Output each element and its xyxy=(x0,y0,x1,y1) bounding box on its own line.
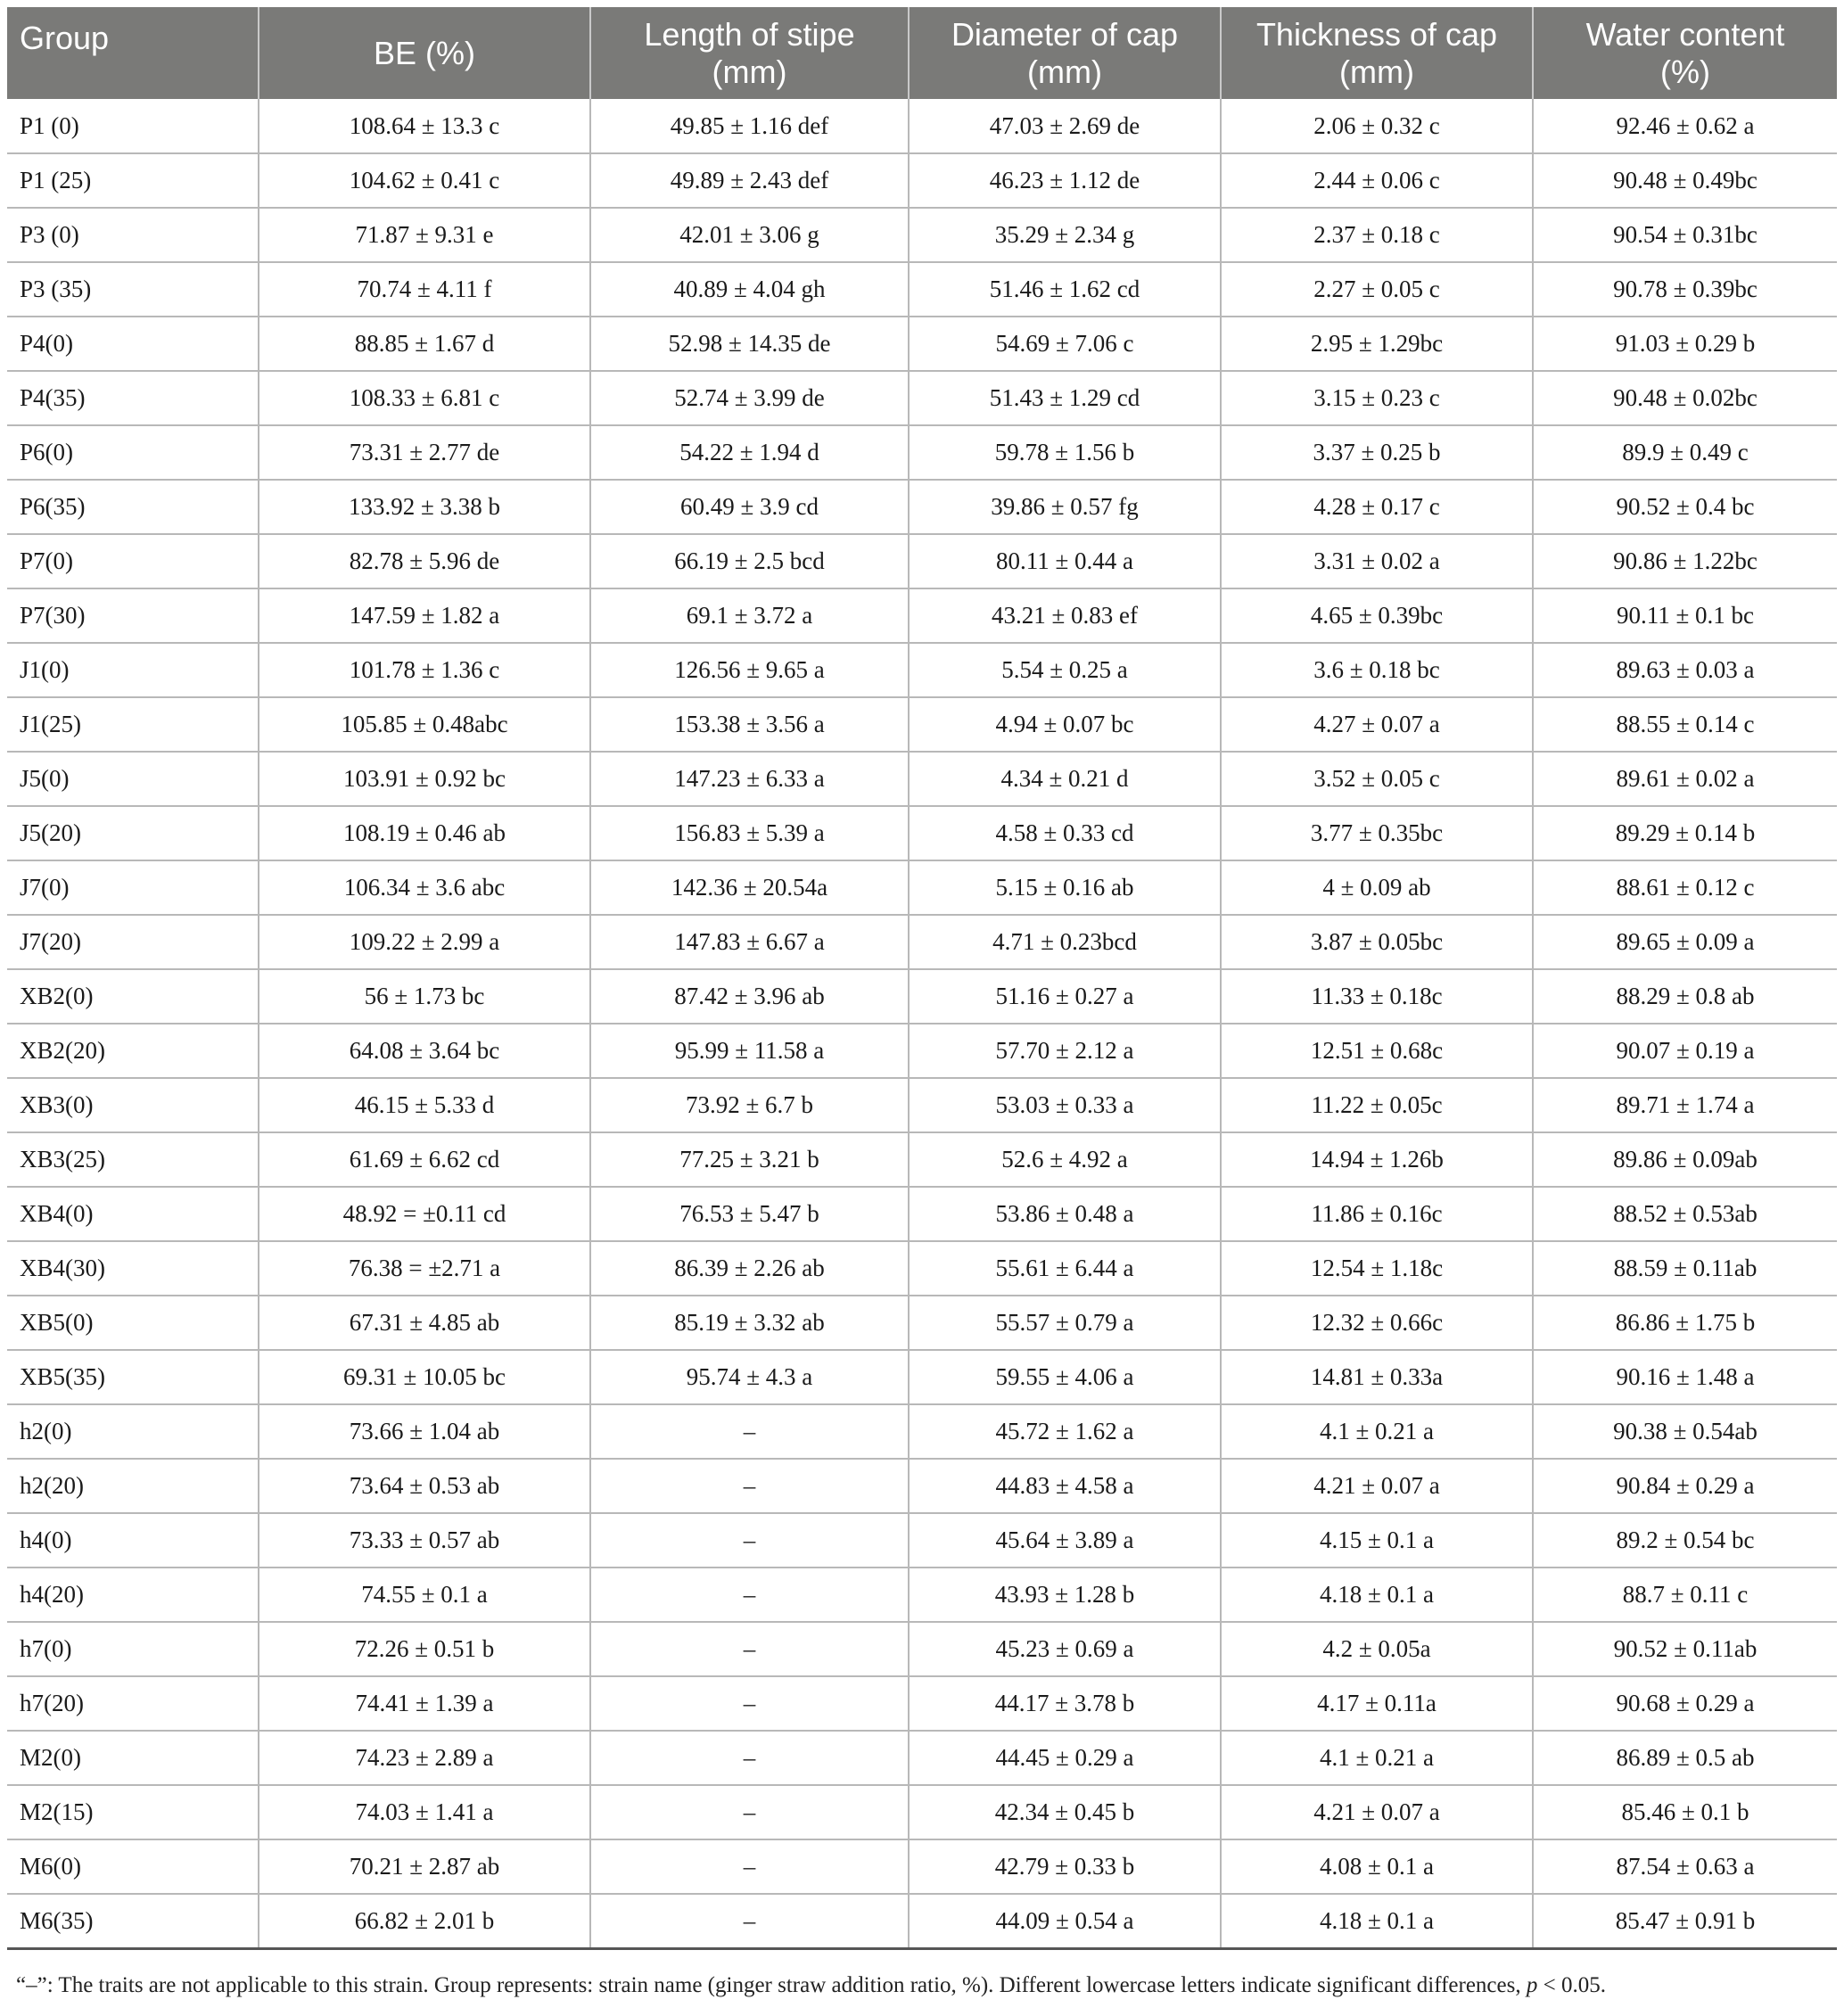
table-row xyxy=(7,1731,1837,1785)
value-cell: 90.54 ± 0.31bc xyxy=(1533,208,1837,262)
table-row xyxy=(7,1132,1837,1187)
table-body xyxy=(7,99,1837,1948)
value-cell: 69.1 ± 3.72 a xyxy=(590,588,909,643)
group-cell: h4(0) xyxy=(7,1513,259,1568)
value-cell: – xyxy=(590,1731,909,1785)
value-cell: 3.52 ± 0.05 c xyxy=(1221,752,1533,806)
group-cell: P7(0) xyxy=(7,534,259,588)
value-cell: 3.37 ± 0.25 b xyxy=(1221,425,1533,480)
column-header-line: Group xyxy=(20,20,110,56)
value-cell: 92.46 ± 0.62 a xyxy=(1533,99,1837,153)
value-cell: 88.61 ± 0.12 c xyxy=(1533,860,1837,915)
group-cell: h4(20) xyxy=(7,1568,259,1622)
value-cell: 89.86 ± 0.09ab xyxy=(1533,1132,1837,1187)
value-cell: 3.15 ± 0.23 c xyxy=(1221,371,1533,425)
table-row xyxy=(7,1622,1837,1676)
group-cell: P3 (35) xyxy=(7,262,259,317)
value-cell: 39.86 ± 0.57 fg xyxy=(909,480,1221,534)
table-row xyxy=(7,262,1837,317)
value-cell: 88.29 ± 0.8 ab xyxy=(1533,969,1837,1024)
value-cell: 11.33 ± 0.18c xyxy=(1221,969,1533,1024)
value-cell: 61.69 ± 6.62 cd xyxy=(259,1132,590,1187)
table-row xyxy=(7,208,1837,262)
value-cell: 11.22 ± 0.05c xyxy=(1221,1078,1533,1132)
value-cell: 66.19 ± 2.5 bcd xyxy=(590,534,909,588)
value-cell: 73.66 ± 1.04 ab xyxy=(259,1404,590,1459)
value-cell: 4.71 ± 0.23bcd xyxy=(909,915,1221,969)
value-cell: 72.26 ± 0.51 b xyxy=(259,1622,590,1676)
table-row xyxy=(7,969,1837,1024)
value-cell: 60.49 ± 3.9 cd xyxy=(590,480,909,534)
value-cell: 90.52 ± 0.11ab xyxy=(1533,1622,1837,1676)
value-cell: 67.31 ± 4.85 ab xyxy=(259,1296,590,1350)
value-cell: 51.43 ± 1.29 cd xyxy=(909,371,1221,425)
table-row xyxy=(7,915,1837,969)
column-header xyxy=(7,7,259,99)
value-cell: 45.23 ± 0.69 a xyxy=(909,1622,1221,1676)
column-header-line: (mm) xyxy=(1339,53,1414,90)
table-row xyxy=(7,425,1837,480)
column-header-line: Diameter of cap xyxy=(951,15,1179,53)
value-cell: 4.15 ± 0.1 a xyxy=(1221,1513,1533,1568)
value-cell: 74.23 ± 2.89 a xyxy=(259,1731,590,1785)
group-cell: P6(35) xyxy=(7,480,259,534)
value-cell: 44.17 ± 3.78 b xyxy=(909,1676,1221,1731)
value-cell: 90.07 ± 0.19 a xyxy=(1533,1024,1837,1078)
value-cell: 4.2 ± 0.05a xyxy=(1221,1622,1533,1676)
value-cell: 4 ± 0.09 ab xyxy=(1221,860,1533,915)
value-cell: 51.46 ± 1.62 cd xyxy=(909,262,1221,317)
value-cell: 147.59 ± 1.82 a xyxy=(259,588,590,643)
value-cell: 4.21 ± 0.07 a xyxy=(1221,1459,1533,1513)
value-cell: 88.55 ± 0.14 c xyxy=(1533,697,1837,752)
group-cell: J7(0) xyxy=(7,860,259,915)
value-cell: 87.42 ± 3.96 ab xyxy=(590,969,909,1024)
value-cell: 12.51 ± 0.68c xyxy=(1221,1024,1533,1078)
table-row xyxy=(7,1078,1837,1132)
value-cell: 156.83 ± 5.39 a xyxy=(590,806,909,860)
value-cell: 3.31 ± 0.02 a xyxy=(1221,534,1533,588)
value-cell: – xyxy=(590,1622,909,1676)
table-row xyxy=(7,1839,1837,1894)
value-cell: 101.78 ± 1.36 c xyxy=(259,643,590,697)
value-cell: 90.68 ± 0.29 a xyxy=(1533,1676,1837,1731)
column-header-line: (mm) xyxy=(712,53,787,90)
value-cell: 90.52 ± 0.4 bc xyxy=(1533,480,1837,534)
table-row xyxy=(7,534,1837,588)
value-cell: 4.21 ± 0.07 a xyxy=(1221,1785,1533,1839)
value-cell: 104.62 ± 0.41 c xyxy=(259,153,590,208)
value-cell: 52.98 ± 14.35 de xyxy=(590,317,909,371)
group-cell: M2(15) xyxy=(7,1785,259,1839)
value-cell: 71.87 ± 9.31 e xyxy=(259,208,590,262)
value-cell: 87.54 ± 0.63 a xyxy=(1533,1839,1837,1894)
group-cell: J5(20) xyxy=(7,806,259,860)
value-cell: 70.21 ± 2.87 ab xyxy=(259,1839,590,1894)
table-row xyxy=(7,1404,1837,1459)
value-cell: 2.37 ± 0.18 c xyxy=(1221,208,1533,262)
value-cell: 90.84 ± 0.29 a xyxy=(1533,1459,1837,1513)
value-cell: 108.19 ± 0.46 ab xyxy=(259,806,590,860)
table-row xyxy=(7,860,1837,915)
value-cell: 108.33 ± 6.81 c xyxy=(259,371,590,425)
table-row xyxy=(7,1676,1837,1731)
group-cell: XB3(0) xyxy=(7,1078,259,1132)
value-cell: 40.89 ± 4.04 gh xyxy=(590,262,909,317)
value-cell: 86.39 ± 2.26 ab xyxy=(590,1241,909,1296)
value-cell: 89.9 ± 0.49 c xyxy=(1533,425,1837,480)
value-cell: 70.74 ± 4.11 f xyxy=(259,262,590,317)
table-row xyxy=(7,480,1837,534)
group-cell: h7(20) xyxy=(7,1676,259,1731)
value-cell: 4.27 ± 0.07 a xyxy=(1221,697,1533,752)
value-cell: 47.03 ± 2.69 de xyxy=(909,99,1221,153)
table-row xyxy=(7,1785,1837,1839)
table-header xyxy=(7,7,1837,99)
group-cell: XB5(35) xyxy=(7,1350,259,1404)
value-cell: 3.87 ± 0.05bc xyxy=(1221,915,1533,969)
value-cell: 4.1 ± 0.21 a xyxy=(1221,1404,1533,1459)
value-cell: 90.11 ± 0.1 bc xyxy=(1533,588,1837,643)
group-cell: XB5(0) xyxy=(7,1296,259,1350)
value-cell: 142.36 ± 20.54a xyxy=(590,860,909,915)
value-cell: 89.29 ± 0.14 b xyxy=(1533,806,1837,860)
table-row xyxy=(7,1024,1837,1078)
column-header-line: (%) xyxy=(1660,53,1710,90)
value-cell: 42.34 ± 0.45 b xyxy=(909,1785,1221,1839)
value-cell: 45.64 ± 3.89 a xyxy=(909,1513,1221,1568)
value-cell: 147.83 ± 6.67 a xyxy=(590,915,909,969)
group-cell: XB3(25) xyxy=(7,1132,259,1187)
header-row xyxy=(7,7,1837,99)
value-cell: 64.08 ± 3.64 bc xyxy=(259,1024,590,1078)
value-cell: 153.38 ± 3.56 a xyxy=(590,697,909,752)
group-cell: XB2(20) xyxy=(7,1024,259,1078)
value-cell: 76.53 ± 5.47 b xyxy=(590,1187,909,1241)
value-cell: 76.38 = ±2.71 a xyxy=(259,1241,590,1296)
value-cell: 57.70 ± 2.12 a xyxy=(909,1024,1221,1078)
value-cell: 85.47 ± 0.91 b xyxy=(1533,1894,1837,1948)
group-cell: P4(35) xyxy=(7,371,259,425)
value-cell: 53.86 ± 0.48 a xyxy=(909,1187,1221,1241)
value-cell: 12.54 ± 1.18c xyxy=(1221,1241,1533,1296)
value-cell: 73.31 ± 2.77 de xyxy=(259,425,590,480)
table-row xyxy=(7,371,1837,425)
column-header-line: Thickness of cap xyxy=(1255,15,1498,53)
value-cell: 4.94 ± 0.07 bc xyxy=(909,697,1221,752)
table-row xyxy=(7,643,1837,697)
column-header xyxy=(1221,7,1533,99)
value-cell: 89.63 ± 0.03 a xyxy=(1533,643,1837,697)
value-cell: 126.56 ± 9.65 a xyxy=(590,643,909,697)
table-row xyxy=(7,1296,1837,1350)
value-cell: 11.86 ± 0.16c xyxy=(1221,1187,1533,1241)
value-cell: 90.48 ± 0.49bc xyxy=(1533,153,1837,208)
value-cell: 2.95 ± 1.29bc xyxy=(1221,317,1533,371)
table-row xyxy=(7,697,1837,752)
value-cell: 74.41 ± 1.39 a xyxy=(259,1676,590,1731)
table-row xyxy=(7,1513,1837,1568)
value-cell: 4.58 ± 0.33 cd xyxy=(909,806,1221,860)
value-cell: 4.28 ± 0.17 c xyxy=(1221,480,1533,534)
value-cell: 59.78 ± 1.56 b xyxy=(909,425,1221,480)
value-cell: – xyxy=(590,1459,909,1513)
data-table-container xyxy=(7,7,1837,1950)
value-cell: 4.18 ± 0.1 a xyxy=(1221,1568,1533,1622)
footnote-p-symbol: p xyxy=(1526,1973,1538,1997)
group-cell: P7(30) xyxy=(7,588,259,643)
value-cell: 42.01 ± 3.06 g xyxy=(590,208,909,262)
group-cell: P6(0) xyxy=(7,425,259,480)
value-cell: 4.18 ± 0.1 a xyxy=(1221,1894,1533,1948)
value-cell: 43.21 ± 0.83 ef xyxy=(909,588,1221,643)
value-cell: 69.31 ± 10.05 bc xyxy=(259,1350,590,1404)
value-cell: 44.83 ± 4.58 a xyxy=(909,1459,1221,1513)
value-cell: 73.64 ± 0.53 ab xyxy=(259,1459,590,1513)
value-cell: 73.92 ± 6.7 b xyxy=(590,1078,909,1132)
value-cell: 85.19 ± 3.32 ab xyxy=(590,1296,909,1350)
value-cell: 95.74 ± 4.3 a xyxy=(590,1350,909,1404)
value-cell: 44.45 ± 0.29 a xyxy=(909,1731,1221,1785)
value-cell: 14.94 ± 1.26b xyxy=(1221,1132,1533,1187)
value-cell: 74.55 ± 0.1 a xyxy=(259,1568,590,1622)
value-cell: 90.38 ± 0.54ab xyxy=(1533,1404,1837,1459)
group-cell: J5(0) xyxy=(7,752,259,806)
value-cell: 4.1 ± 0.21 a xyxy=(1221,1731,1533,1785)
footnote-p-tail: < 0.05. xyxy=(1537,1973,1606,1997)
table-row xyxy=(7,99,1837,153)
value-cell: – xyxy=(590,1839,909,1894)
value-cell: 2.44 ± 0.06 c xyxy=(1221,153,1533,208)
value-cell: 54.22 ± 1.94 d xyxy=(590,425,909,480)
value-cell: 4.34 ± 0.21 d xyxy=(909,752,1221,806)
column-header-line: Water content xyxy=(1585,15,1785,53)
group-cell: M6(35) xyxy=(7,1894,259,1948)
value-cell: 52.74 ± 3.99 de xyxy=(590,371,909,425)
value-cell: 77.25 ± 3.21 b xyxy=(590,1132,909,1187)
value-cell: 89.65 ± 0.09 a xyxy=(1533,915,1837,969)
value-cell: 51.16 ± 0.27 a xyxy=(909,969,1221,1024)
value-cell: 86.89 ± 0.5 ab xyxy=(1533,1731,1837,1785)
value-cell: 91.03 ± 0.29 b xyxy=(1533,317,1837,371)
value-cell: 88.52 ± 0.53ab xyxy=(1533,1187,1837,1241)
table-row xyxy=(7,752,1837,806)
value-cell: 4.08 ± 0.1 a xyxy=(1221,1839,1533,1894)
value-cell: 14.81 ± 0.33a xyxy=(1221,1350,1533,1404)
value-cell: 3.6 ± 0.18 bc xyxy=(1221,643,1533,697)
value-cell: 86.86 ± 1.75 b xyxy=(1533,1296,1837,1350)
value-cell: 88.85 ± 1.67 d xyxy=(259,317,590,371)
value-cell: 105.85 ± 0.48abc xyxy=(259,697,590,752)
table-row xyxy=(7,806,1837,860)
value-cell: 90.16 ± 1.48 a xyxy=(1533,1350,1837,1404)
value-cell: 89.71 ± 1.74 a xyxy=(1533,1078,1837,1132)
value-cell: 45.72 ± 1.62 a xyxy=(909,1404,1221,1459)
value-cell: 90.86 ± 1.22bc xyxy=(1533,534,1837,588)
table-row xyxy=(7,1350,1837,1404)
value-cell: 5.54 ± 0.25 a xyxy=(909,643,1221,697)
value-cell: 43.93 ± 1.28 b xyxy=(909,1568,1221,1622)
value-cell: 88.7 ± 0.11 c xyxy=(1533,1568,1837,1622)
column-header-line: (mm) xyxy=(1027,53,1102,90)
value-cell: 95.99 ± 11.58 a xyxy=(590,1024,909,1078)
group-cell: P1 (0) xyxy=(7,99,259,153)
value-cell: 3.77 ± 0.35bc xyxy=(1221,806,1533,860)
table-row xyxy=(7,1894,1837,1948)
value-cell: 59.55 ± 4.06 a xyxy=(909,1350,1221,1404)
value-cell: 82.78 ± 5.96 de xyxy=(259,534,590,588)
group-cell: J7(20) xyxy=(7,915,259,969)
table-row xyxy=(7,1568,1837,1622)
value-cell: 108.64 ± 13.3 c xyxy=(259,99,590,153)
value-cell: 90.78 ± 0.39bc xyxy=(1533,262,1837,317)
group-cell: M2(0) xyxy=(7,1731,259,1785)
value-cell: 80.11 ± 0.44 a xyxy=(909,534,1221,588)
table-row xyxy=(7,1241,1837,1296)
value-cell: – xyxy=(590,1404,909,1459)
value-cell: 103.91 ± 0.92 bc xyxy=(259,752,590,806)
group-cell: h2(0) xyxy=(7,1404,259,1459)
value-cell: 5.15 ± 0.16 ab xyxy=(909,860,1221,915)
table-row xyxy=(7,153,1837,208)
value-cell: 12.32 ± 0.66c xyxy=(1221,1296,1533,1350)
group-cell: XB4(30) xyxy=(7,1241,259,1296)
value-cell: 66.82 ± 2.01 b xyxy=(259,1894,590,1948)
table-row xyxy=(7,317,1837,371)
value-cell: 106.34 ± 3.6 abc xyxy=(259,860,590,915)
group-cell: XB4(0) xyxy=(7,1187,259,1241)
footnote-text: “–”: The traits are not applicable to this strain. Group represents: strain name (ginger straw addition ratio, %). Different lowercase letters indicate significant differences, xyxy=(16,1973,1527,1997)
group-cell: J1(25) xyxy=(7,697,259,752)
group-cell: P4(0) xyxy=(7,317,259,371)
data-table xyxy=(7,7,1837,1950)
value-cell: 55.57 ± 0.79 a xyxy=(909,1296,1221,1350)
group-cell: h7(0) xyxy=(7,1622,259,1676)
value-cell: 4.65 ± 0.39bc xyxy=(1221,588,1533,643)
column-header xyxy=(590,7,909,99)
value-cell: 74.03 ± 1.41 a xyxy=(259,1785,590,1839)
value-cell: 52.6 ± 4.92 a xyxy=(909,1132,1221,1187)
group-cell: h2(20) xyxy=(7,1459,259,1513)
group-cell: J1(0) xyxy=(7,643,259,697)
value-cell: 89.2 ± 0.54 bc xyxy=(1533,1513,1837,1568)
value-cell: 89.61 ± 0.02 a xyxy=(1533,752,1837,806)
value-cell: 54.69 ± 7.06 c xyxy=(909,317,1221,371)
group-cell: P1 (25) xyxy=(7,153,259,208)
value-cell: 56 ± 1.73 bc xyxy=(259,969,590,1024)
value-cell: 133.92 ± 3.38 b xyxy=(259,480,590,534)
value-cell: 85.46 ± 0.1 b xyxy=(1533,1785,1837,1839)
group-cell: P3 (0) xyxy=(7,208,259,262)
value-cell: 2.06 ± 0.32 c xyxy=(1221,99,1533,153)
value-cell: 46.23 ± 1.12 de xyxy=(909,153,1221,208)
value-cell: 73.33 ± 0.57 ab xyxy=(259,1513,590,1568)
value-cell: – xyxy=(590,1894,909,1948)
value-cell: – xyxy=(590,1568,909,1622)
value-cell: – xyxy=(590,1785,909,1839)
value-cell: – xyxy=(590,1513,909,1568)
value-cell: 2.27 ± 0.05 c xyxy=(1221,262,1533,317)
column-header-line: BE (%) xyxy=(373,34,475,71)
value-cell: 53.03 ± 0.33 a xyxy=(909,1078,1221,1132)
value-cell: 35.29 ± 2.34 g xyxy=(909,208,1221,262)
value-cell: 48.92 = ±0.11 cd xyxy=(259,1187,590,1241)
column-header xyxy=(259,7,590,99)
value-cell: 49.85 ± 1.16 def xyxy=(590,99,909,153)
column-header xyxy=(1533,7,1837,99)
value-cell: 4.17 ± 0.11a xyxy=(1221,1676,1533,1731)
table-row xyxy=(7,588,1837,643)
column-header xyxy=(909,7,1221,99)
value-cell: 49.89 ± 2.43 def xyxy=(590,153,909,208)
value-cell: 88.59 ± 0.11ab xyxy=(1533,1241,1837,1296)
value-cell: 55.61 ± 6.44 a xyxy=(909,1241,1221,1296)
group-cell: M6(0) xyxy=(7,1839,259,1894)
value-cell: 90.48 ± 0.02bc xyxy=(1533,371,1837,425)
table-footnote xyxy=(16,1972,1826,1999)
value-cell: 46.15 ± 5.33 d xyxy=(259,1078,590,1132)
column-header-line: Length of stipe xyxy=(644,15,855,53)
value-cell: 109.22 ± 2.99 a xyxy=(259,915,590,969)
value-cell: 42.79 ± 0.33 b xyxy=(909,1839,1221,1894)
value-cell: 147.23 ± 6.33 a xyxy=(590,752,909,806)
value-cell: – xyxy=(590,1676,909,1731)
table-row xyxy=(7,1459,1837,1513)
value-cell: 44.09 ± 0.54 a xyxy=(909,1894,1221,1948)
group-cell: XB2(0) xyxy=(7,969,259,1024)
table-row xyxy=(7,1187,1837,1241)
